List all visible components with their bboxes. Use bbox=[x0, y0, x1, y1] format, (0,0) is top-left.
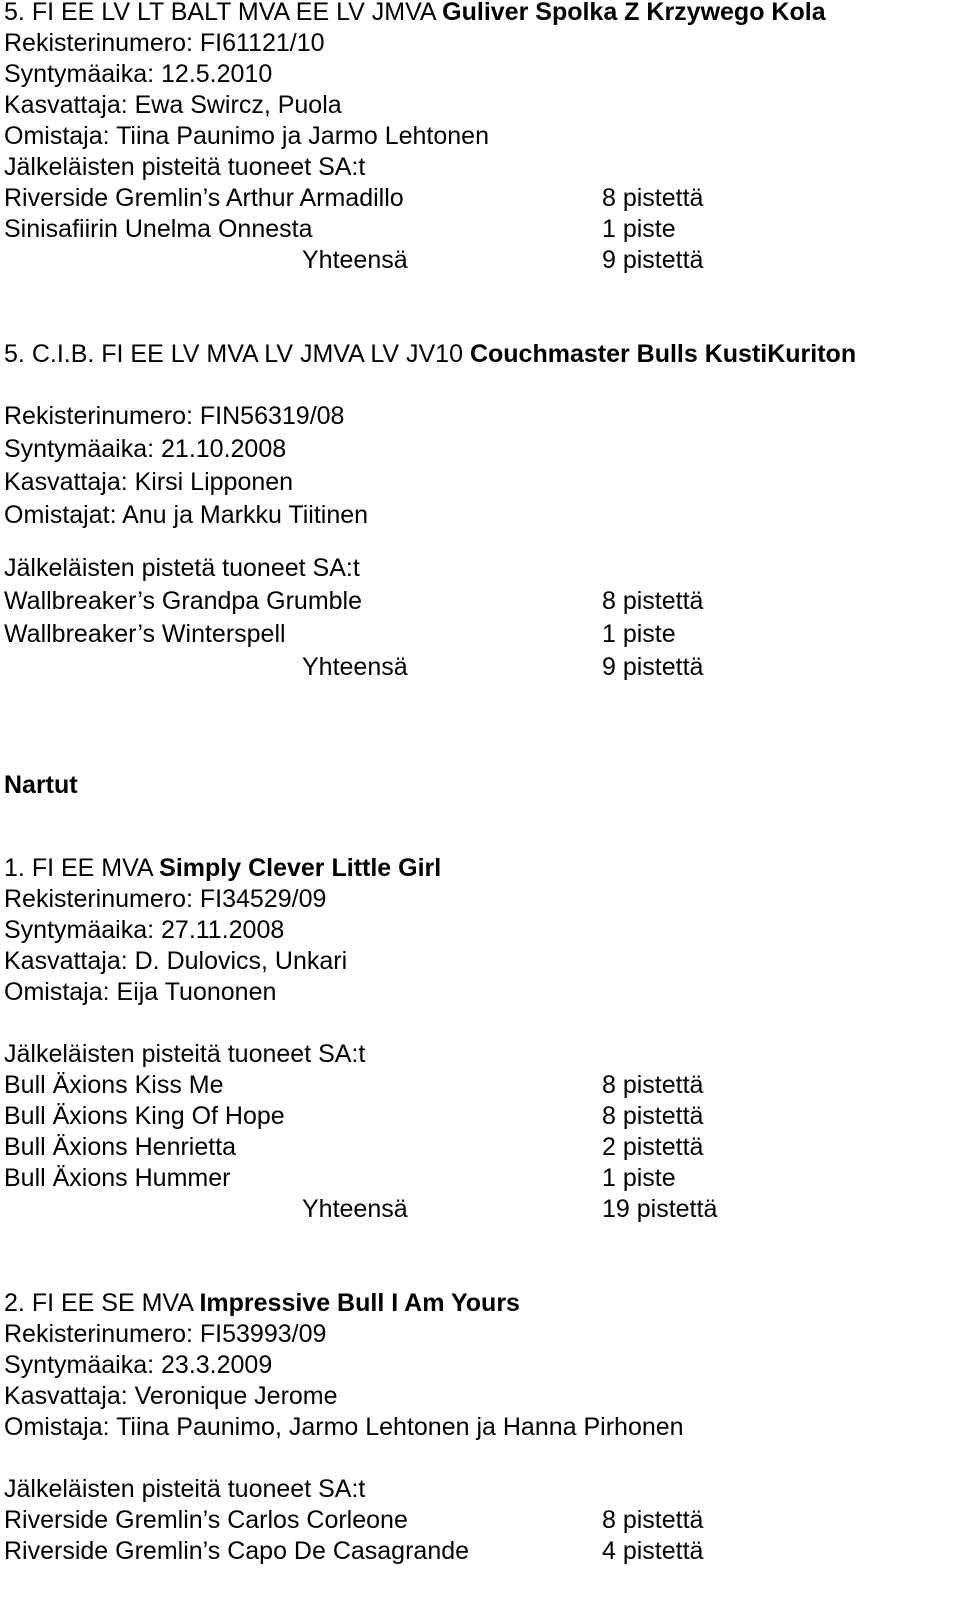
offspring-header: Jälkeläisten pisteitä tuoneet SA:t bbox=[4, 1475, 366, 1503]
offspring-name: Bull Äxions Hummer bbox=[4, 1164, 231, 1192]
offspring-name: Riverside Gremlin’s Carlos Corleone bbox=[4, 1506, 408, 1534]
birth-date: Syntymäaika: 23.3.2009 bbox=[4, 1351, 273, 1379]
offspring-points: 8 pistettä bbox=[602, 587, 704, 615]
offspring-header: Jälkeläisten pisteitä tuoneet SA:t bbox=[4, 153, 366, 181]
offspring-header: Jälkeläisten pistetä tuoneet SA:t bbox=[4, 554, 360, 582]
total-label: Yhteensä bbox=[302, 653, 408, 681]
offspring-points: 8 pistettä bbox=[602, 1071, 704, 1099]
owner: Omistaja: Tiina Paunimo, Jarmo Lehtonen ja Hanna Pirhonen bbox=[4, 1413, 684, 1441]
entry-title: 5. FI EE LV LT BALT MVA EE LV JMVA Guliver Spolka Z Krzywego Kola bbox=[4, 0, 826, 26]
offspring-name: Bull Äxions Kiss Me bbox=[4, 1071, 224, 1099]
breeder: Kasvattaja: Ewa Swircz, Puola bbox=[4, 91, 342, 119]
total-points: 19 pistettä bbox=[602, 1195, 718, 1223]
total-label: Yhteensä bbox=[302, 1195, 408, 1223]
offspring-points: 2 pistettä bbox=[602, 1133, 704, 1161]
offspring-points: 4 pistettä bbox=[602, 1537, 704, 1565]
offspring-name: Wallbreaker’s Grandpa Grumble bbox=[4, 587, 363, 615]
birth-date: Syntymäaika: 12.5.2010 bbox=[4, 60, 273, 88]
section-heading: Nartut bbox=[4, 771, 78, 799]
total-label: Yhteensä bbox=[302, 246, 408, 274]
offspring-name: Bull Äxions Henrietta bbox=[4, 1133, 237, 1161]
offspring-points: 8 pistettä bbox=[602, 1102, 704, 1130]
entry-title: 1. FI EE MVA Simply Clever Little Girl bbox=[4, 854, 442, 882]
offspring-name: Riverside Gremlin’s Arthur Armadillo bbox=[4, 184, 404, 212]
registration-number: Rekisterinumero: FI53993/09 bbox=[4, 1320, 327, 1348]
registration-number: Rekisterinumero: FIN56319/08 bbox=[4, 402, 345, 430]
offspring-header: Jälkeläisten pisteitä tuoneet SA:t bbox=[4, 1040, 366, 1068]
registration-number: Rekisterinumero: FI34529/09 bbox=[4, 885, 327, 913]
offspring-points: 1 piste bbox=[602, 620, 676, 648]
entry-title: 2. FI EE SE MVA Impressive Bull I Am Yours bbox=[4, 1289, 520, 1317]
dog-name: Guliver Spolka Z Krzywego Kola bbox=[442, 0, 826, 26]
total-points: 9 pistettä bbox=[602, 653, 704, 681]
offspring-points: 1 piste bbox=[602, 1164, 676, 1192]
breeder: Kasvattaja: D. Dulovics, Unkari bbox=[4, 947, 348, 975]
offspring-name: Riverside Gremlin’s Capo De Casagrande bbox=[4, 1537, 470, 1565]
entry-title: 5. C.I.B. FI EE LV MVA LV JMVA LV JV10 Couchmaster Bulls KustiKuriton bbox=[4, 340, 857, 368]
breeder: Kasvattaja: Kirsi Lipponen bbox=[4, 468, 294, 496]
offspring-name: Bull Äxions King Of Hope bbox=[4, 1102, 285, 1130]
offspring-points: 1 piste bbox=[602, 215, 676, 243]
offspring-points: 8 pistettä bbox=[602, 1506, 704, 1534]
offspring-points: 8 pistettä bbox=[602, 184, 704, 212]
dog-name: Simply Clever Little Girl bbox=[159, 854, 442, 882]
registration-number: Rekisterinumero: FI61121/10 bbox=[4, 29, 325, 57]
offspring-name: Wallbreaker’s Winterspell bbox=[4, 620, 286, 648]
breeder: Kasvattaja: Veronique Jerome bbox=[4, 1382, 338, 1410]
owner: Omistaja: Tiina Paunimo ja Jarmo Lehtonen bbox=[4, 122, 489, 150]
birth-date: Syntymäaika: 27.11.2008 bbox=[4, 916, 285, 944]
dog-name: Couchmaster Bulls KustiKuriton bbox=[469, 340, 857, 368]
dog-name: Impressive Bull I Am Yours bbox=[199, 1289, 520, 1317]
owner: Omistaja: Eija Tuononen bbox=[4, 978, 277, 1006]
birth-date: Syntymäaika: 21.10.2008 bbox=[4, 435, 287, 463]
total-points: 9 pistettä bbox=[602, 246, 704, 274]
owner: Omistajat: Anu ja Markku Tiitinen bbox=[4, 501, 369, 529]
offspring-name: Sinisafiirin Unelma Onnesta bbox=[4, 215, 313, 243]
